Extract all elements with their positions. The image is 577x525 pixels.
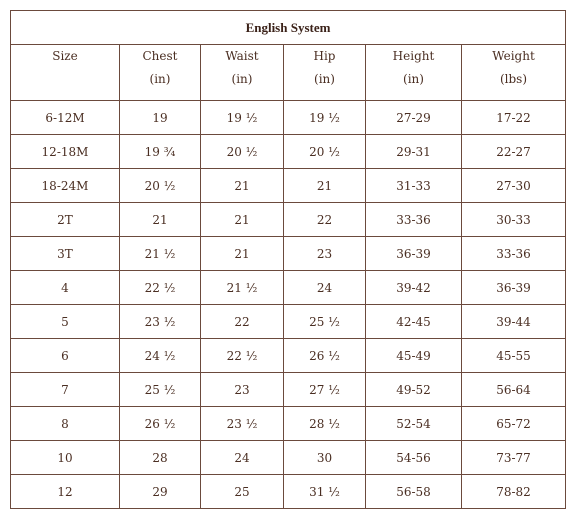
table-row [11,271,566,305]
header-label: Height [392,49,435,63]
table-cell: 45-55 [462,339,566,373]
table-cell: 52-54 [366,407,462,441]
table-cell: 27-29 [366,101,462,135]
table-cell: 17-22 [462,101,566,135]
table-cell: 22 ½ [120,271,201,305]
table-cell: 33-36 [462,237,566,271]
table-cell: 6 [11,339,120,373]
table-cell: 39-42 [366,271,462,305]
table-cell: 24 ½ [120,339,201,373]
table-cell: 28 ½ [284,407,366,441]
header-label: Waist [225,49,259,63]
table-row [11,101,566,135]
table-cell: 29 [120,475,201,509]
table-cell: 23 [284,237,366,271]
table-cell: 22 [201,305,284,339]
header-row [11,45,566,101]
header-waist [201,45,284,101]
table-cell: 12 [11,475,120,509]
table-cell: 20 ½ [201,135,284,169]
table-cell: 56-58 [366,475,462,509]
header-unit: (in) [231,72,253,86]
header-label: Hip [313,49,336,63]
table-cell: 21 ½ [120,237,201,271]
table-cell: 18-24M [11,169,120,203]
table-cell: 25 ½ [120,373,201,407]
table-cell: 23 ½ [120,305,201,339]
table-cell: 19 [120,101,201,135]
table-cell: 33-36 [366,203,462,237]
table-cell: 22-27 [462,135,566,169]
table-cell: 19 ½ [284,101,366,135]
table-cell: 25 ½ [284,305,366,339]
table-cell: 26 ½ [120,407,201,441]
size-chart-table [10,10,566,509]
table-cell: 36-39 [366,237,462,271]
header-label: Size [52,49,78,63]
table-cell: 23 [201,373,284,407]
table-row [11,135,566,169]
table-row [11,407,566,441]
header-unit: (lbs) [499,72,528,86]
table-cell: 19 ¾ [120,135,201,169]
table-row [11,203,566,237]
table-cell: 2T [11,203,120,237]
table-cell: 78-82 [462,475,566,509]
table-row [11,305,566,339]
table-cell: 26 ½ [284,339,366,373]
table-cell: 5 [11,305,120,339]
header-unit: (in) [149,72,171,86]
table-cell: 30 [284,441,366,475]
header-weight [462,45,566,101]
table-cell: 56-64 [462,373,566,407]
header-unit: (in) [314,72,335,86]
table-cell: 21 [120,203,201,237]
table-cell: 21 [201,169,284,203]
table-cell: 4 [11,271,120,305]
header-label: Chest [142,49,178,63]
table-cell: 10 [11,441,120,475]
table-cell: 27-30 [462,169,566,203]
table-cell: 65-72 [462,407,566,441]
table-cell: 23 ½ [201,407,284,441]
table-cell: 21 ½ [201,271,284,305]
table-row [11,373,566,407]
table-cell: 39-44 [462,305,566,339]
table-body [11,101,566,509]
table-cell: 20 ½ [284,135,366,169]
table-cell: 42-45 [366,305,462,339]
table-cell: 36-39 [462,271,566,305]
table-cell: 73-77 [462,441,566,475]
table-cell: 20 ½ [120,169,201,203]
table-row [11,441,566,475]
table-cell: 8 [11,407,120,441]
title-row [11,11,566,45]
table-cell: 25 [201,475,284,509]
table-cell: 29-31 [366,135,462,169]
table-cell: 24 [201,441,284,475]
header-hip [284,45,366,101]
table-row [11,237,566,271]
table-cell: 7 [11,373,120,407]
table-cell: 19 ½ [201,101,284,135]
header-unit: (in) [403,72,424,86]
table-cell: 21 [201,203,284,237]
table-cell: 21 [201,237,284,271]
table-cell: 30-33 [462,203,566,237]
table-cell: 24 [284,271,366,305]
header-height [366,45,462,101]
table-cell: 22 [284,203,366,237]
table-cell: 49-52 [366,373,462,407]
table-cell: 54-56 [366,441,462,475]
table-cell: 12-18M [11,135,120,169]
table-cell: 27 ½ [284,373,366,407]
table-cell: 3T [11,237,120,271]
table-cell: 31 ½ [284,475,366,509]
header-size [11,45,120,101]
table-cell: 28 [120,441,201,475]
table-cell: 45-49 [366,339,462,373]
table-title: English System [11,11,566,45]
header-chest [120,45,201,101]
table-cell: 22 ½ [201,339,284,373]
table-cell: 6-12M [11,101,120,135]
table-row [11,475,566,509]
table-cell: 31-33 [366,169,462,203]
table-row [11,169,566,203]
table-row [11,339,566,373]
table-cell: 21 [284,169,366,203]
header-label: Weight [492,49,535,63]
